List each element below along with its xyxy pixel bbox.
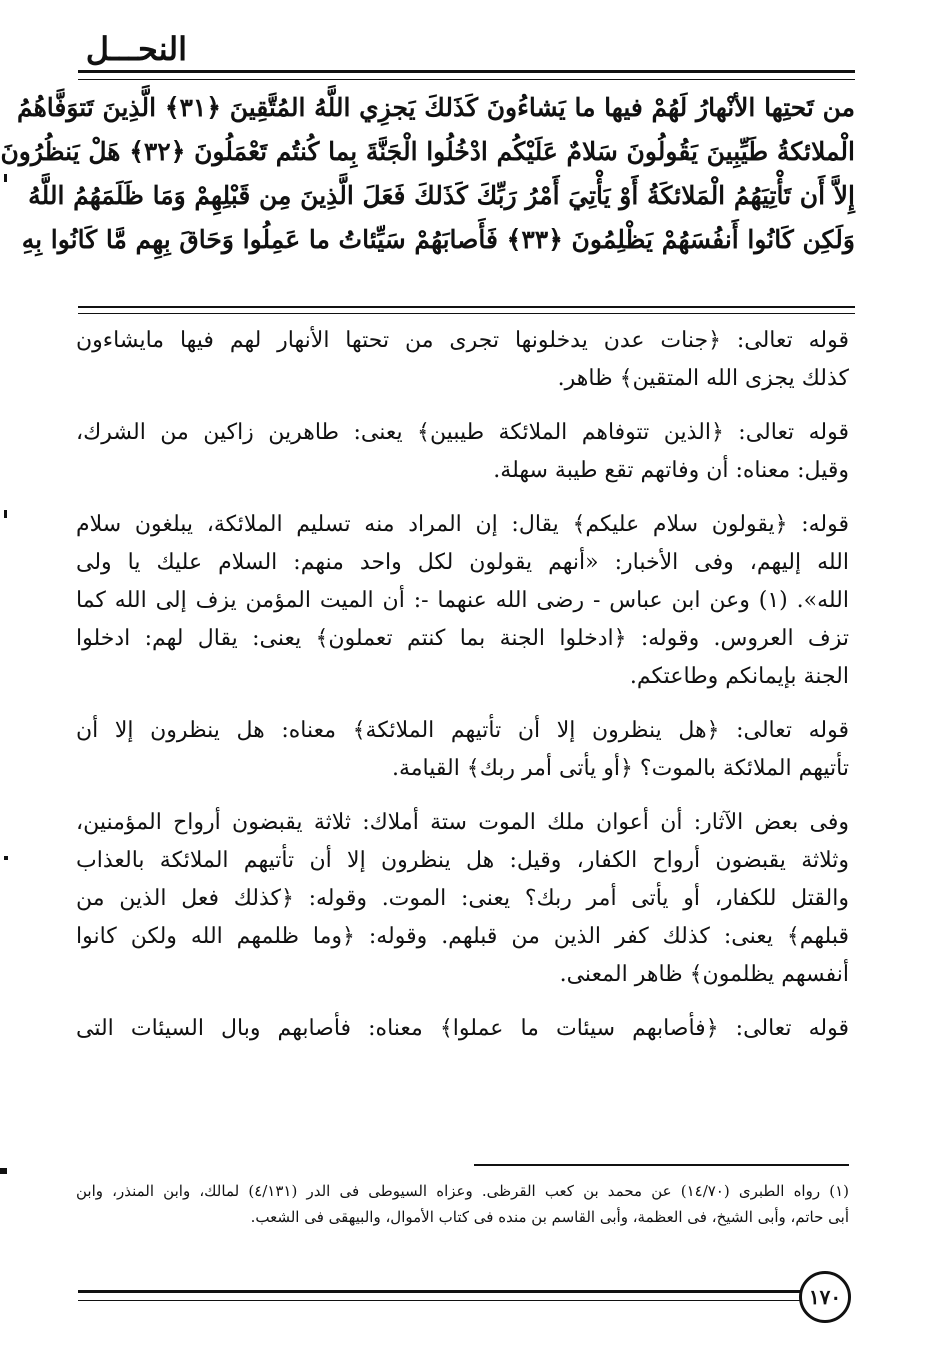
commentary-paragraph — [76, 1010, 849, 1048]
commentary-paragraph — [76, 506, 849, 696]
footnote-separator — [474, 1164, 849, 1166]
margin-mark — [4, 510, 7, 518]
commentary-line: قوله تعالى: ﴿جنات عدن يدخلونها تجرى من تحتها الأنهار لهم فيها مايشاءون — [76, 328, 849, 353]
commentary-line: قوله تعالى: ﴿فأصابهم سيئات ما عملوا﴾ معناه: فأصابهم وبال السيئات التى — [76, 1016, 849, 1041]
verse-separator-rule — [78, 306, 855, 314]
commentary-line: قبلهم﴾ يعنى: كذلك كفر الذين من قبلهم. وقوله: ﴿وما ظلمهم الله ولكن كانوا — [76, 924, 849, 949]
commentary-line: تزف العروس. وقوله: ﴿ادخلوا الجنة بما كنتم تعملون﴾ يعنى: يقال لهم: ادخلوا — [76, 626, 849, 651]
page-number-badge: ١٧٠ — [799, 1271, 851, 1323]
commentary-line: تأتيهم الملائكة بالموت؟ ﴿أو يأتى أمر ربك﴾ القيامة. — [391, 756, 849, 781]
commentary-line: وثلاثة يقبضون أرواح الكفار، وقيل: هل ينظرون إلا أن تأتيهم الملائكة بالعذاب — [76, 848, 849, 873]
tafsir-commentary — [76, 322, 849, 1064]
commentary-line: قوله تعالى: ﴿الذين تتوفاهم الملائكة طيبين﴾ يعنى: طاهرين زاكين من الشرك، — [76, 420, 849, 445]
commentary-line: الجنة بإيمانكم وطاعتكم. — [629, 664, 849, 689]
commentary-line: الله». (١) وعن ابن عباس - رضى الله عنهما -: أن الميت المؤمن يزف إلى الله كما — [76, 588, 849, 613]
footnote-line: (١) رواه الطبرى (١٤/٧٠) عن محمد بن كعب القرظى. وعزاه السيوطى فى الدر (٤/١٣١) لمالك، وابن المنذر، وابن — [76, 1182, 850, 1200]
margin-mark — [4, 856, 8, 860]
commentary-line: قوله تعالى: ﴿هل ينظرون إلا أن تأتيهم الملائكة﴾ معناه: هل ينظرون إلا أن — [76, 718, 849, 743]
commentary-line: الله إليهم، وفى الأخبار: «أنهم يقولون لكل واحد منهم: السلام عليك يا ولى — [76, 550, 849, 575]
footnotes-block — [76, 1178, 849, 1230]
verse-line: من تَحتِها الأنْهارُ لَهُمْ فيها ما يَشاءُونَ كَذَلكَ يَجزِي اللَّهُ المُتَّقِينَ ﴿٣١﴾ الَّذِينَ تَتوَفَّاهُمُ — [16, 93, 855, 122]
commentary-paragraph — [76, 712, 849, 788]
commentary-line: أنفسهم يظلمون﴾ ظاهر المعنى. — [559, 962, 849, 987]
margin-mark — [4, 174, 7, 182]
commentary-line: وفى بعض الآثار: أن أعوان ملك الموت ستة أملاك: ثلاثة يقبضون أرواح المؤمنين، — [76, 810, 849, 835]
verse-line: الْملائكةُ طَيِّبِينَ يَقُولُونَ سَلامٌ عَلَيْكُم ادْخُلُوا الْجَنَّةَ بِما كُنتُم تَعْمَلُونَ ﴿٣٢﴾ هَلْ يَنظُرُونَ — [0, 137, 855, 166]
footnote-line: أبى حاتم، وأبى الشيخ، فى العظمة، وأبى القاسم بن منده فى كتاب الأموال، والبيهقى فى الشعب. — [250, 1208, 849, 1226]
quran-verses-block — [0, 86, 855, 262]
commentary-line: والقتل للكفار، أو يأتى أمر ربك؟ يعنى: الموت. وقوله: ﴿كذلك فعل الذين من — [76, 886, 849, 911]
commentary-line: قوله: ﴿يقولون سلام عليكم﴾ يقال: إن المراد منه تسليم الملائكة، يبلغون سلام — [76, 512, 849, 537]
margin-mark — [0, 1168, 7, 1174]
commentary-paragraph — [76, 414, 849, 490]
commentary-paragraph — [76, 804, 849, 994]
verse-line: وَلَكِن كَانُوا أَنفُسَهُمْ يَظْلِمُونَ ﴿٣٣﴾ فَأَصابَهُمْ سَيِّئاتُ ما عَمِلُوا وَحَاقَ بِهِم مَّا كَانُوا بِهِ — [21, 225, 855, 254]
surah-title: النحـــل — [85, 30, 187, 68]
commentary-line: كذلك يجزى الله المتقين﴾ ظاهر. — [557, 366, 849, 391]
commentary-paragraph — [76, 322, 849, 398]
commentary-line: وقيل: معناه: أن وفاتهم تقع طيبة سهلة. — [493, 458, 849, 483]
footer-double-rule — [78, 1290, 807, 1301]
header-double-rule — [78, 70, 855, 80]
verse-line: إِلاَّ أَن تَأْتِيَهُمُ الْمَلائكَةُ أَوْ يَأْتِيَ أَمْرُ رَبِّكَ كَذَلكَ فَعَلَ الَّذِينَ مِن قَبْلِهِمْ وَمَا ظَلَمَهُمُ اللَّهُ — [28, 181, 855, 210]
